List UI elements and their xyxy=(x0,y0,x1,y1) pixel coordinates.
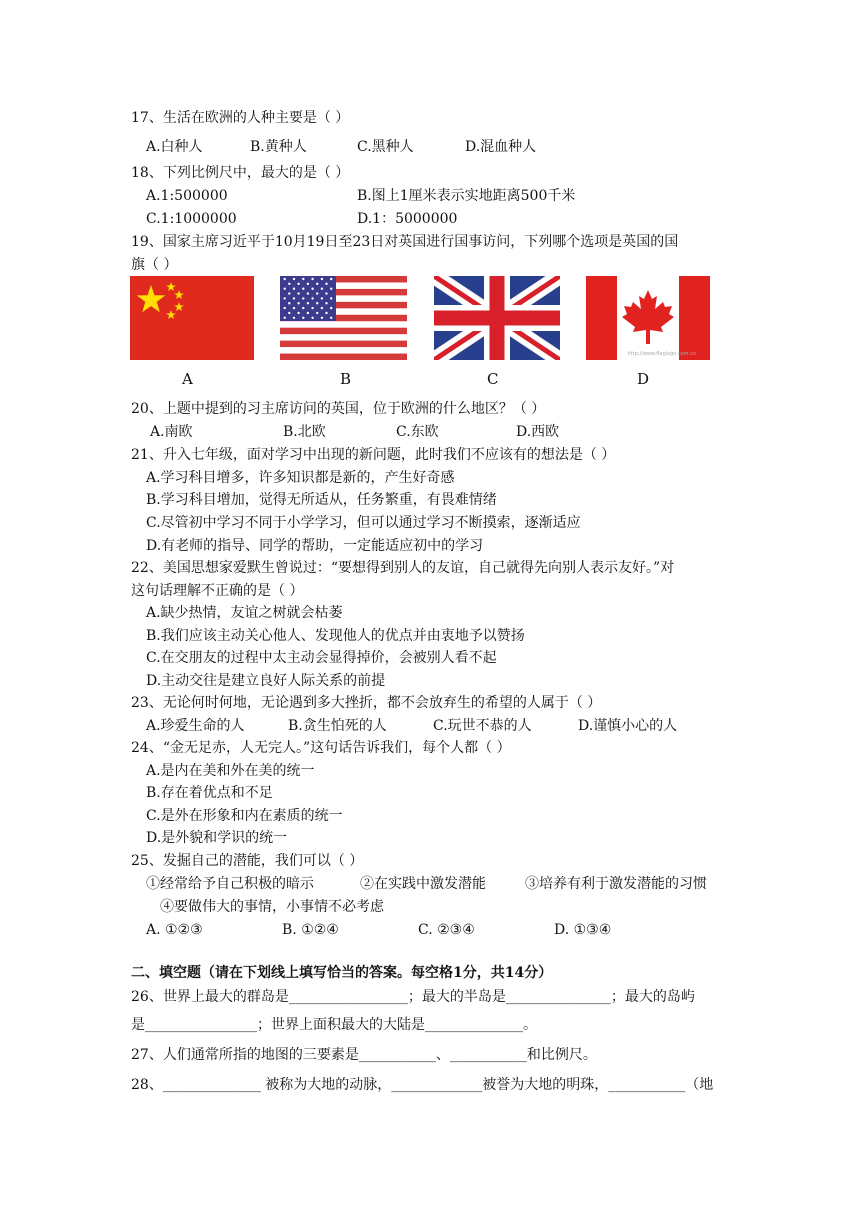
q21-option-c: C.尽管初中学习不同于小学学习，但可以通过学习不断摸索，逐渐适应 xyxy=(146,515,581,531)
q22-stem-line2: 这句话理解不正确的是（ ） xyxy=(131,583,304,599)
q25-statement-2: ②在实践中激发潜能 xyxy=(360,876,486,892)
q26-line1: 26、世界上最大的群岛是_________________；最大的半岛是_______________；最大的岛屿 xyxy=(131,989,695,1005)
q18-option-a: A.1:500000 xyxy=(146,188,228,204)
q23-option-b: B.贪生怕死的人 xyxy=(288,718,387,734)
q18-option-c: C.1:1000000 xyxy=(146,211,237,227)
q23-option-d: D.谨慎小心的人 xyxy=(578,718,678,734)
q24-option-c: C.是外在形象和内在素质的统一 xyxy=(146,808,343,824)
q21-option-b: B.学习科目增加，觉得无所适从，任务繁重，有畏难情绪 xyxy=(146,492,497,508)
q22-option-b: B.我们应该主动关心他人、发现他人的优点并由衷地予以赞扬 xyxy=(146,628,525,644)
flag-watermark: http://www.flaglogo.com.cn xyxy=(627,351,696,357)
q27-line1: 27、人们通常所指的地图的三要素是___________、___________和比例尺。 xyxy=(131,1047,597,1063)
canada-flag-icon xyxy=(586,276,710,360)
q25-statement-1: ①经常给予自己积极的暗示 xyxy=(146,876,314,892)
q21-stem: 21、升入七年级，面对学习中出现的新问题，此时我们不应该有的想法是（ ） xyxy=(131,447,616,463)
q24-option-d: D.是外貌和学识的统一 xyxy=(146,830,288,846)
q20-option-b: B.北欧 xyxy=(283,424,326,440)
flag-label-a: A xyxy=(182,370,193,388)
q23-option-c: C.玩世不恭的人 xyxy=(433,718,532,734)
q25-option-a: A. ①②③ xyxy=(146,922,203,938)
q24-stem: 24、“金无足赤，人无完人。”这句话告诉我们，每个人都（ ） xyxy=(131,740,511,756)
flag-label-b: B xyxy=(340,370,352,388)
q22-option-d: D.主动交往是建立良好人际关系的前提 xyxy=(146,673,386,689)
q20-option-a: A.南欧 xyxy=(150,424,193,440)
q18-option-b: B.图上1厘米表示实地距离500千米 xyxy=(357,188,576,204)
flag-usa-image xyxy=(280,276,407,360)
q25-option-d: D. ①③④ xyxy=(554,922,612,938)
flag-label-c: C xyxy=(487,370,499,388)
q17-option-b: B.黄种人 xyxy=(250,139,307,155)
q24-option-b: B.存在着优点和不足 xyxy=(146,785,273,801)
q17-option-a: A.白种人 xyxy=(146,139,203,155)
q17-option-c: C.黑种人 xyxy=(357,139,414,155)
q22-option-c: C.在交朋友的过程中太主动会显得掉价，会被别人看不起 xyxy=(146,650,497,666)
q18-stem: 18、下列比例尺中，最大的是（ ） xyxy=(131,165,350,181)
q20-option-d: D.西欧 xyxy=(516,424,560,440)
flag-label-d: D xyxy=(637,370,650,388)
q21-option-d: D.有老师的指导、同学的帮助，一定能适应初中的学习 xyxy=(146,538,484,554)
flag-canada-image xyxy=(586,276,710,360)
q23-stem: 23、无论何时何地，无论遇到多大挫折，都不会放弃生的希望的人属于（ ） xyxy=(131,695,602,711)
q26-line2: 是________________；世界上面积最大的大陆是______________。 xyxy=(131,1017,537,1033)
flag-uk-image xyxy=(434,276,560,360)
q25-option-b: B. ①②④ xyxy=(282,922,339,938)
q25-statement-3: ③培养有利于激发潜能的习惯 xyxy=(525,876,707,892)
q23-option-a: A.珍爱生命的人 xyxy=(146,718,245,734)
q24-option-a: A.是内在美和外在美的统一 xyxy=(146,763,315,779)
q25-stem: 25、发掘自己的潜能，我们可以（ ） xyxy=(131,853,364,869)
q25-option-c: C. ②③④ xyxy=(418,922,475,938)
q19-stem-line1: 19、国家主席习近平于10月19日至23日对英国进行国事访问，下列哪个选项是英国的国 xyxy=(131,234,679,250)
section2-heading: 二、填空题（请在下划线上填写恰当的答案。每空格1分，共14分） xyxy=(131,965,553,981)
uk-flag-icon xyxy=(434,276,560,360)
q28-line1: 28、______________ 被称为大地的动脉，_____________被誉为大地的明珠，___________（地 xyxy=(131,1077,714,1093)
q22-stem-line1: 22、美国思想家爱默生曾说过：“要想得到别人的友谊，自己就得先向别人表示友好。”对 xyxy=(131,560,675,576)
q19-stem-line2: 旗（ ） xyxy=(131,257,178,273)
china-flag-icon xyxy=(130,276,254,360)
q18-option-d: D.1：5000000 xyxy=(357,211,458,227)
q17-option-d: D.混血种人 xyxy=(465,139,537,155)
q22-option-a: A.缺少热情，友谊之树就会枯萎 xyxy=(146,605,343,621)
usa-flag-icon xyxy=(280,276,407,360)
q20-stem: 20、上题中提到的习主席访问的英国，位于欧洲的什么地区？（ ） xyxy=(131,401,546,417)
q17-stem: 17、生活在欧洲的人种主要是（ ） xyxy=(131,110,350,126)
flag-china-image xyxy=(130,276,254,360)
q21-option-a: A.学习科目增多，许多知识都是新的，产生好奇感 xyxy=(146,470,455,486)
q25-statement-4: ④要做伟大的事情，小事情不必考虑 xyxy=(160,899,384,915)
q20-option-c: C.东欧 xyxy=(396,424,439,440)
